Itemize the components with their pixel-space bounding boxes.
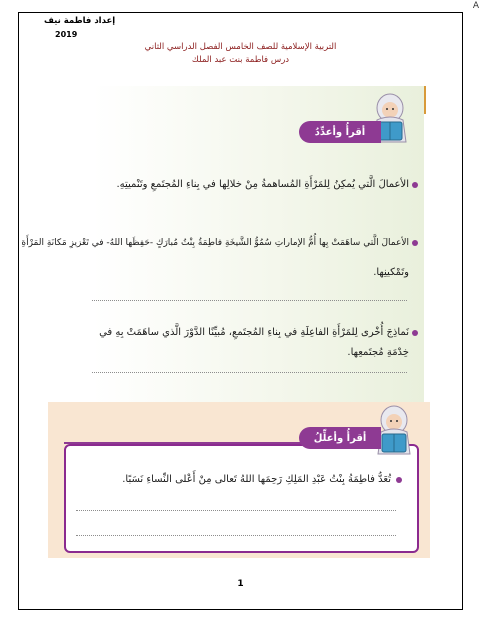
list-item-1: الأعمالَ الَّتي يُمكِنُ لِلمَرْأَةِ المُساهمةُ مِنْ خلالِها في بِناءِ المُجتَمعِ وتَنْميتِهِ. — [116, 179, 409, 190]
list-item-3: نَماذِجَ أُخْرى لِلمَرْأَةِ الفاعِلَةِ في بِناءِ المُجتَمعِ، مُبيِّنًا الدَّوْرَ الَّذي ساهَمَتْ بِهِ في خِدْمَةِ مُجتَمعِها. — [99, 327, 409, 358]
answer-line — [76, 535, 396, 536]
banner-read-and-justify: أقرأُ وأعلِّلُ — [299, 427, 381, 449]
section-accent-bar — [424, 86, 426, 114]
page-title: التربية الإسلامية للصف الخامس الفصل الدراسي الثاني — [144, 42, 337, 52]
bullet-3 — [412, 330, 418, 336]
banner-read-and-list: أقرأُ وأعدِّدُ — [299, 121, 381, 143]
corner-mark: A — [472, 1, 479, 11]
list-item-2: الأعمالَ الَّتي ساهَمَتْ بِها أُمُّ الإماراتِ سُمُوُّ الشَّيخَةِ فاطِمَةُ بِنْتُ مُبارَكٍ -حَفِظَها اللهُ- في تَعْزيزِ مَكانَةِ المَرْأَةِ — [21, 238, 409, 248]
list-item-4: تُعَدُّ فاطِمَةُ بِنْتُ عَبْدِ المَلِكِ رَحِمَها اللهُ تَعالى مِنْ أَعْلى النِّساءِ نَسَبًا. — [122, 474, 391, 485]
page-number: 1 — [237, 579, 244, 589]
bullet-2 — [412, 240, 418, 246]
year: 2019 — [55, 30, 78, 39]
lesson-title: درس فاطمة بنت عبد الملك — [191, 55, 290, 65]
bullet-4 — [396, 477, 402, 483]
list-item-2-continued: وتَمْكينِها. — [373, 267, 409, 278]
author-name: إعداد فاطمة نيف — [44, 16, 116, 26]
answer-line — [92, 372, 407, 373]
answer-line — [92, 300, 407, 301]
answer-panel — [64, 444, 419, 553]
banner-underline — [64, 442, 304, 444]
bullet-1 — [412, 182, 418, 188]
answer-line — [76, 510, 396, 511]
